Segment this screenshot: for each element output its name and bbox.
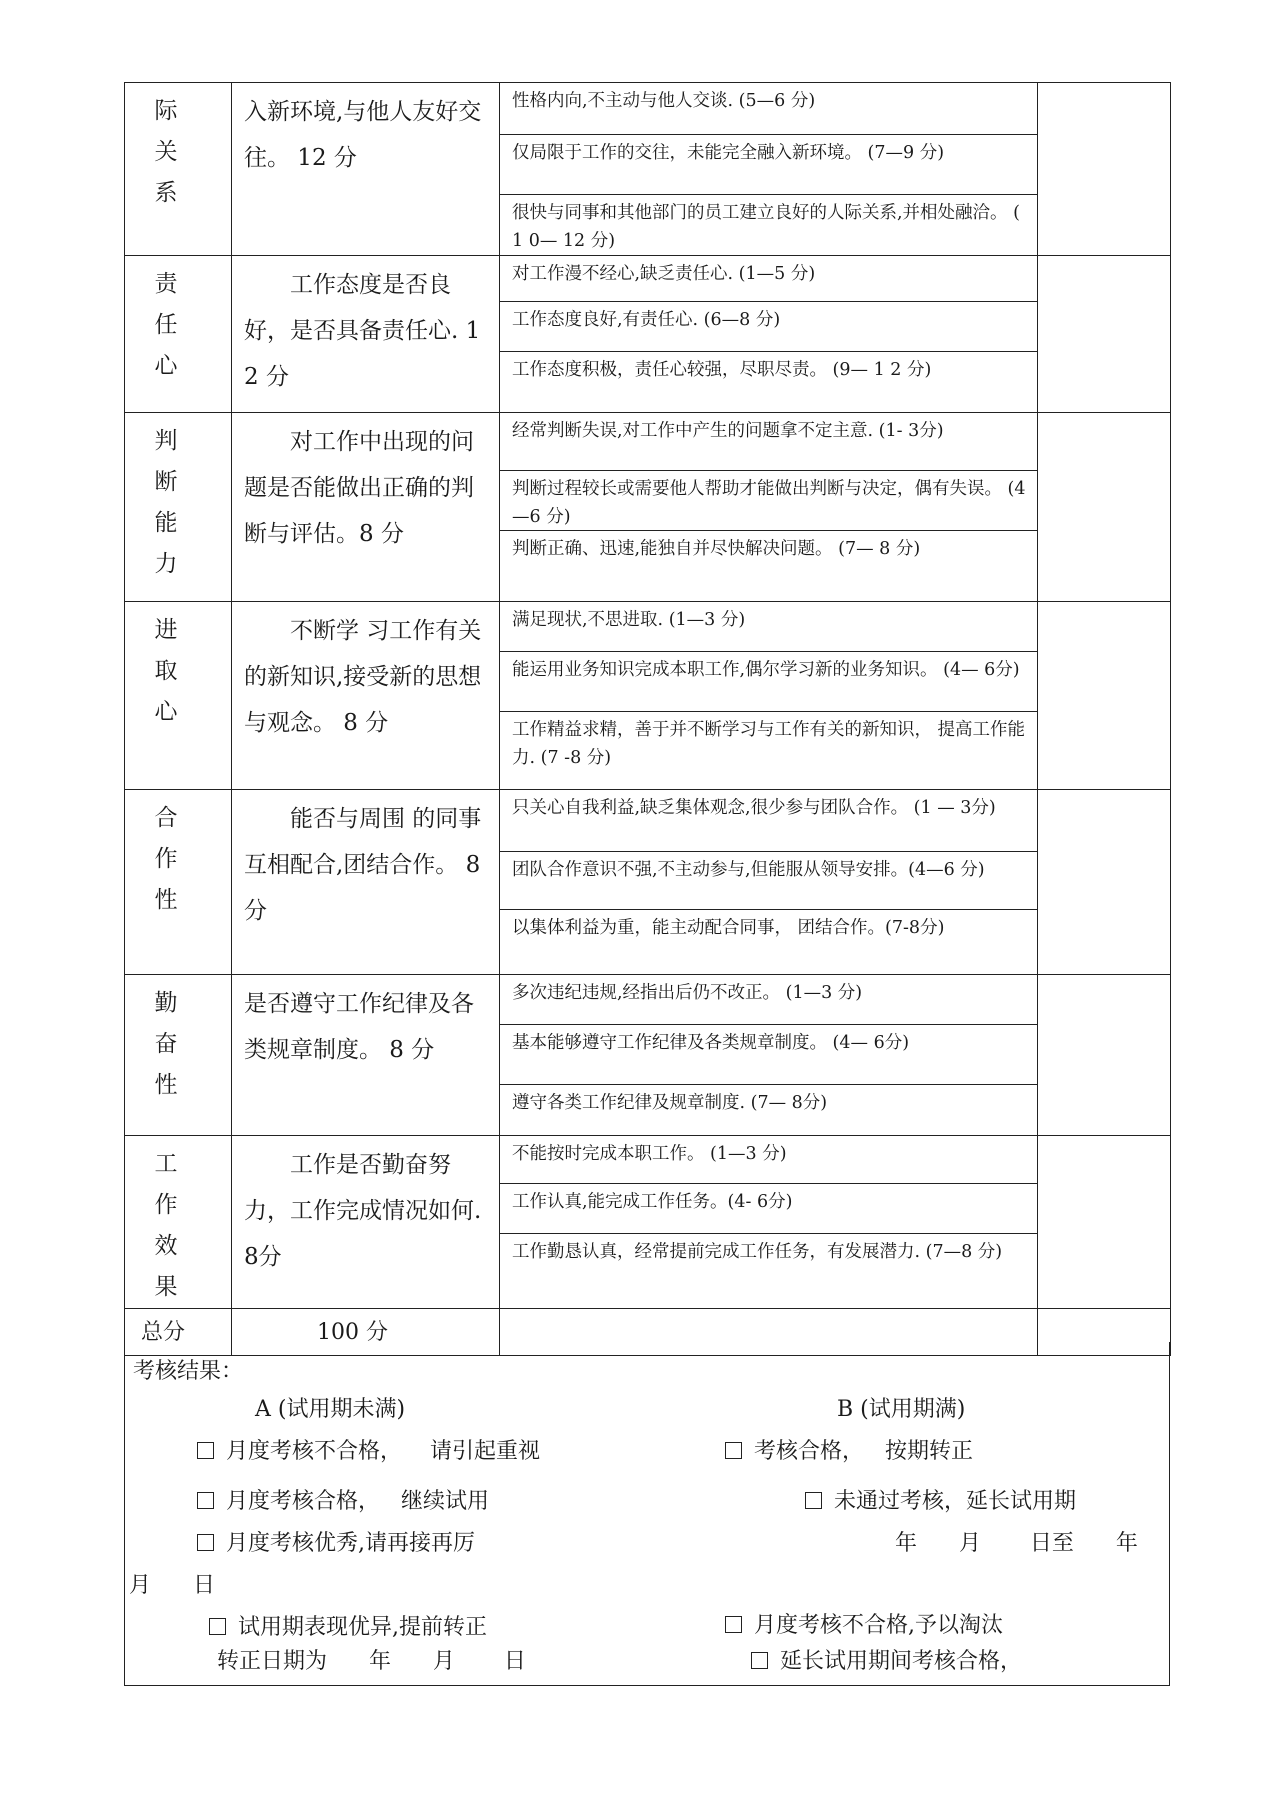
description-cell xyxy=(232,790,500,975)
regular-date-line: 转正日期为 年 月 日 xyxy=(217,1649,526,1674)
category-char: 关 xyxy=(154,139,178,165)
criteria-item: 遵守各类工作纪律及规章制度. (7— 8分) xyxy=(512,1093,828,1113)
category-cell xyxy=(125,790,232,975)
criteria-cell xyxy=(500,1136,1038,1309)
checkbox[interactable] xyxy=(725,1616,742,1633)
total-value: 100 分 xyxy=(232,1309,500,1356)
criteria-item: 经常判断失误,对工作中产生的问题拿不定主意. (1- 3分) xyxy=(500,413,1037,471)
a-option-2[interactable] xyxy=(197,1484,489,1515)
description-text: 对工作中出现的问题是否能做出正确的判断与评估。8 分 xyxy=(244,429,474,547)
category-cell xyxy=(125,602,232,790)
category-char: 责 xyxy=(154,271,178,297)
criteria-item: 工作认真,能完成工作任务。(4- 6分) xyxy=(500,1184,1037,1234)
score-cell[interactable] xyxy=(1038,975,1171,1136)
category-cell xyxy=(125,256,232,413)
a-option-1-label: 月度考核不合格， 请引起重视 xyxy=(226,1439,540,1464)
criteria-item: 基本能够遵守工作纪律及各类规章制度。 (4— 6分) xyxy=(500,1025,1037,1085)
criteria-item: 工作态度积极，责任心较强，尽职尽责。 (9— 1 2 分) xyxy=(512,360,932,380)
category-char: 性 xyxy=(154,1072,178,1098)
checkbox[interactable] xyxy=(725,1442,742,1459)
criteria-cell xyxy=(500,256,1038,413)
criteria-item: 仅局限于工作的交往，未能完全融入新环境。 (7—9 分) xyxy=(500,135,1037,195)
criteria-item: 多次违纪违规,经指出后仍不改正。 (1—3 分) xyxy=(500,975,1037,1025)
description-text: 工作态度是否良好，是否具备责任心. 1 2 分 xyxy=(244,272,481,390)
category-char: 取 xyxy=(154,658,178,684)
category-char: 工 xyxy=(154,1151,178,1177)
description-text: 入新环境,与他人友好交往。 12 分 xyxy=(244,99,482,171)
category-cell xyxy=(125,975,232,1136)
option-b-header: B (试用期满) xyxy=(837,1397,966,1422)
criteria-item: 以集体利益为重，能主动配合同事， 团结合作。(7-8分) xyxy=(512,918,945,938)
category-char: 判 xyxy=(154,428,178,454)
category-char: 作 xyxy=(154,1192,178,1218)
description-cell xyxy=(232,256,500,413)
category-char: 性 xyxy=(154,887,178,913)
category-char: 果 xyxy=(154,1274,178,1300)
evaluation-row xyxy=(125,790,1171,975)
description-text: 是否遵守工作纪律及各类规章制度。 8 分 xyxy=(244,991,474,1063)
score-cell[interactable] xyxy=(1038,790,1171,975)
category-cell xyxy=(125,83,232,256)
criteria-cell xyxy=(500,413,1038,602)
category-cell xyxy=(125,413,232,602)
criteria-item: 工作勤恳认真，经常提前完成工作任务，有发展潜力. (7—8 分) xyxy=(512,1242,1003,1262)
checkbox[interactable] xyxy=(805,1492,822,1509)
a-option-1[interactable] xyxy=(197,1434,540,1465)
category-cell xyxy=(125,1136,232,1309)
category-char: 任 xyxy=(154,312,178,338)
description-cell xyxy=(232,1136,500,1309)
extension-date-line-2: 月 日 xyxy=(129,1573,215,1598)
category-char: 心 xyxy=(154,699,178,725)
criteria-item: 性格内向,不主动与他人交谈. (5—6 分) xyxy=(500,83,1037,135)
evaluation-rows xyxy=(125,83,1171,1309)
extension-date-line: 年 月 日至 年 xyxy=(895,1531,1138,1556)
b-option-1-label: 考核合格， 按期转正 xyxy=(754,1439,973,1464)
description-cell xyxy=(232,975,500,1136)
category-char: 作 xyxy=(154,846,178,872)
category-char: 奋 xyxy=(154,1031,178,1057)
criteria-item: 能运用业务知识完成本职工作,偶尔学习新的业务知识。 (4— 6分) xyxy=(500,652,1037,712)
description-cell xyxy=(232,602,500,790)
criteria-item: 不能按时完成本职工作。 (1—3 分) xyxy=(500,1136,1037,1184)
criteria-item: 很快与同事和其他部门的员工建立良好的人际关系,并相处融洽。 ( 1 0— 12 分) xyxy=(512,203,1020,251)
b-option-2-label: 未通过考核，延长试用期 xyxy=(834,1489,1077,1514)
evaluation-row xyxy=(125,413,1171,602)
criteria-item: 只关心自我利益,缺乏集体观念,很少参与团队合作。 (1 — 3分) xyxy=(500,790,1037,852)
score-cell[interactable] xyxy=(1038,413,1171,602)
checkbox[interactable] xyxy=(751,1652,768,1669)
a-option-3[interactable] xyxy=(197,1526,475,1557)
criteria-item: 对工作漫不经心,缺乏责任心. (1—5 分) xyxy=(500,256,1037,302)
evaluation-table xyxy=(124,82,1171,1356)
criteria-cell xyxy=(500,790,1038,975)
a-option-3-label: 月度考核优秀,请再接再厉 xyxy=(226,1531,475,1556)
category-char: 勤 xyxy=(154,990,178,1016)
category-char: 断 xyxy=(154,469,178,495)
description-text: 工作是否勤奋努力，工作完成情况如何. 8分 xyxy=(244,1152,482,1270)
score-cell[interactable] xyxy=(1038,83,1171,256)
score-cell[interactable] xyxy=(1038,256,1171,413)
category-char: 力 xyxy=(154,551,178,577)
b-option-3-label: 月度考核不合格,予以淘汰 xyxy=(754,1613,1003,1638)
evaluation-row xyxy=(125,83,1171,256)
criteria-item: 满足现状,不思进取. (1—3 分) xyxy=(500,602,1037,652)
b-option-2[interactable] xyxy=(805,1484,1076,1515)
total-label: 总分 xyxy=(125,1309,232,1356)
criteria-cell xyxy=(500,83,1038,256)
result-section xyxy=(124,1342,1170,1686)
criteria-item: 工作精益求精，善于并不断学习与工作有关的新知识， 提高工作能力. (7 -8 分) xyxy=(512,720,1026,768)
criteria-item: 判断正确、迅速,能独自并尽快解决问题。 (7— 8 分) xyxy=(512,539,921,559)
b-option-3[interactable] xyxy=(725,1608,1003,1639)
a-option-4-label: 试用期表现优异,提前转正 xyxy=(238,1615,487,1640)
description-text: 能否与周围 的同事互相配合,团结合作。 8 分 xyxy=(244,806,482,924)
b-option-4[interactable] xyxy=(751,1644,1022,1675)
category-char: 心 xyxy=(154,353,178,379)
a-option-2-label: 月度考核合格， 继续试用 xyxy=(226,1489,489,1514)
criteria-cell xyxy=(500,975,1038,1136)
category-char: 能 xyxy=(154,510,178,536)
checkbox[interactable] xyxy=(197,1534,214,1551)
category-char: 合 xyxy=(154,805,178,831)
b-option-1[interactable] xyxy=(725,1434,973,1465)
description-cell xyxy=(232,83,500,256)
score-cell[interactable] xyxy=(1038,1136,1171,1309)
a-option-4[interactable] xyxy=(209,1610,487,1641)
category-char: 效 xyxy=(154,1233,178,1259)
category-char: 系 xyxy=(154,180,178,206)
checkbox[interactable] xyxy=(197,1442,214,1459)
criteria-item: 工作态度良好,有责任心. (6—8 分) xyxy=(500,302,1037,352)
checkbox[interactable] xyxy=(209,1618,226,1635)
evaluation-row xyxy=(125,602,1171,790)
description-cell xyxy=(232,413,500,602)
criteria-cell xyxy=(500,602,1038,790)
criteria-item: 团队合作意识不强,不主动参与,但能服从领导安排。(4—6 分) xyxy=(500,852,1037,910)
category-char: 际 xyxy=(154,98,178,124)
criteria-item: 判断过程较长或需要他人帮助才能做出判断与决定，偶有失误。 (4 —6 分) xyxy=(500,471,1037,531)
result-title: 考核结果： xyxy=(133,1359,244,1384)
description-text: 不断学 习工作有关的新知识,接受新的思想与观念。 8 分 xyxy=(244,618,482,736)
score-cell[interactable] xyxy=(1038,602,1171,790)
evaluation-row xyxy=(125,975,1171,1136)
b-option-4-label: 延长试用期间考核合格， xyxy=(780,1649,1023,1674)
evaluation-row xyxy=(125,256,1171,413)
checkbox[interactable] xyxy=(197,1492,214,1509)
option-a-header: A (试用期未满) xyxy=(255,1397,406,1422)
evaluation-row xyxy=(125,1136,1171,1309)
category-char: 进 xyxy=(154,617,178,643)
